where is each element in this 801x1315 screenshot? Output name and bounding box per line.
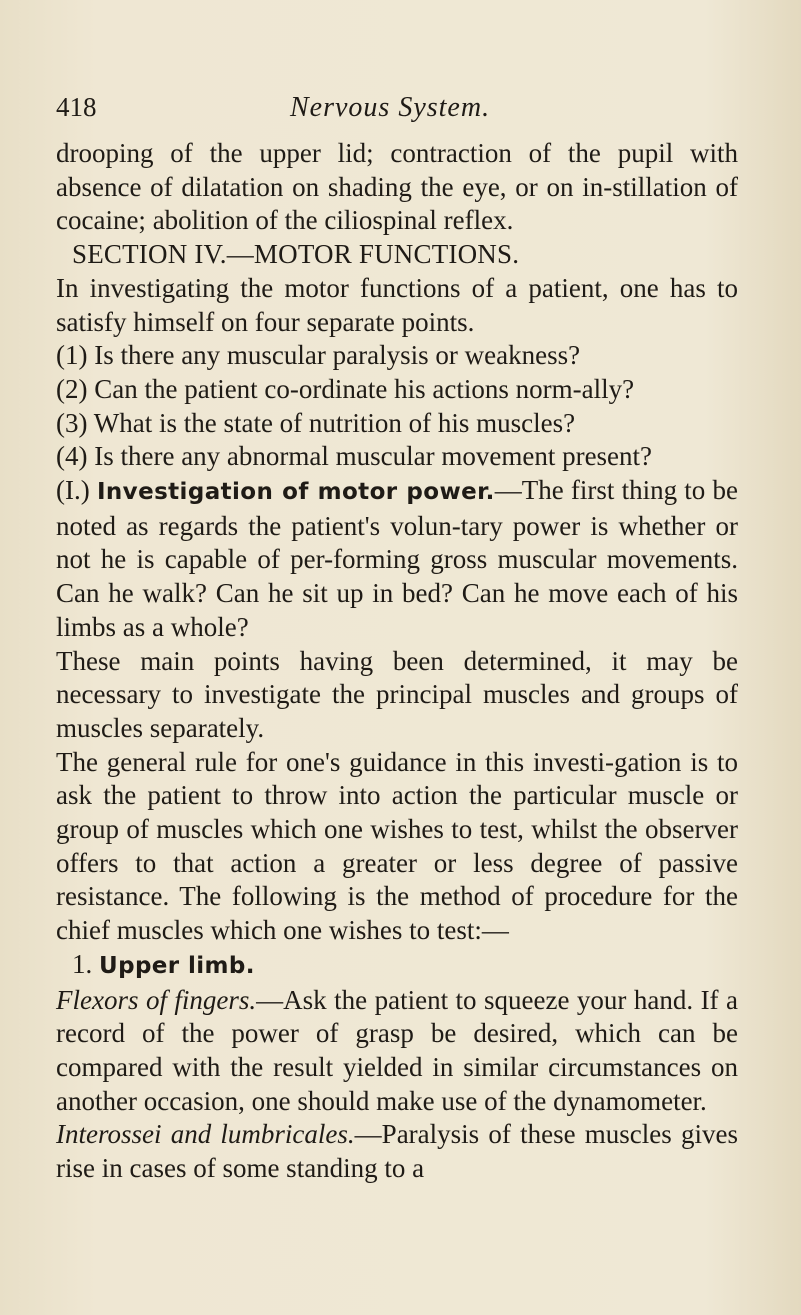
interossei-paragraph xyxy=(56,1118,738,1185)
interossei-title: Interossei and lumbricales. xyxy=(56,1119,355,1150)
page-number: 418 xyxy=(56,92,97,122)
subsection-number: (I.) xyxy=(56,475,90,506)
running-head: Nervous System. xyxy=(290,92,491,123)
flexors-paragraph xyxy=(56,984,738,1119)
upper-limb-heading xyxy=(56,948,738,984)
main-points-paragraph: These main points having been determined, it may be necessary to investigate the principal muscles and groups of muscles separately. xyxy=(56,645,738,743)
section-heading: SECTION IV.—MOTOR FUNCTIONS. xyxy=(72,239,520,270)
question-item: (1) Is there any muscular paralysis or weakness? xyxy=(56,340,581,371)
question-item: (2) Can the patient co-ordinate his actions norm-ally? xyxy=(56,373,635,404)
continuation-paragraph: drooping of the upper lid; contraction of the pupil with absence of dilatation on shading the eye, or on in-stillation of cocaine; abolition of the ciliospinal reflex. xyxy=(56,138,738,236)
page-body xyxy=(56,137,738,1186)
flexors-title: Flexors of fingers. xyxy=(56,984,257,1015)
page-header xyxy=(56,92,746,128)
general-rule-paragraph: The general rule for one's guidance in this investi-gation is to ask the patient to throw into action the particular muscle or group of muscles which one wishes to test, whilst the observer offers to that action a greater or less degree of passive resistance. The following is the method of procedure for the chief muscles which one wishes to test:— xyxy=(56,746,738,946)
interossei-text: —Paralysis of these muscles gives rise in cases of some standing to a xyxy=(56,1119,738,1184)
upper-limb-number: 1. xyxy=(72,948,93,979)
intro-paragraph: In investigating the motor functions of a patient, one has to satisfy himself on four separate points. xyxy=(56,272,738,337)
motor-power-paragraph xyxy=(56,474,738,645)
upper-limb-title: Upper limb. xyxy=(99,952,255,979)
question-item: (3) What is the state of nutrition of his muscles? xyxy=(56,407,576,438)
question-item: (4) Is there any abnormal muscular movement present? xyxy=(56,441,653,472)
flexors-text: —Ask the patient to squeeze your hand. If a record of the power of grasp be desired, which can be compared with the result yielded in similar circumstances on another occasion, one should make use of the dynamometer. xyxy=(56,984,738,1116)
subsection-title: Investigation of motor power. xyxy=(96,479,495,506)
subsection-text: —The first thing to be noted as regards the patient's volun-tary power is whether or not he is capable of per-forming gross muscular movements. Can he walk? Can he sit up in bed? Can he move each of his limbs as a whole? xyxy=(56,475,738,642)
